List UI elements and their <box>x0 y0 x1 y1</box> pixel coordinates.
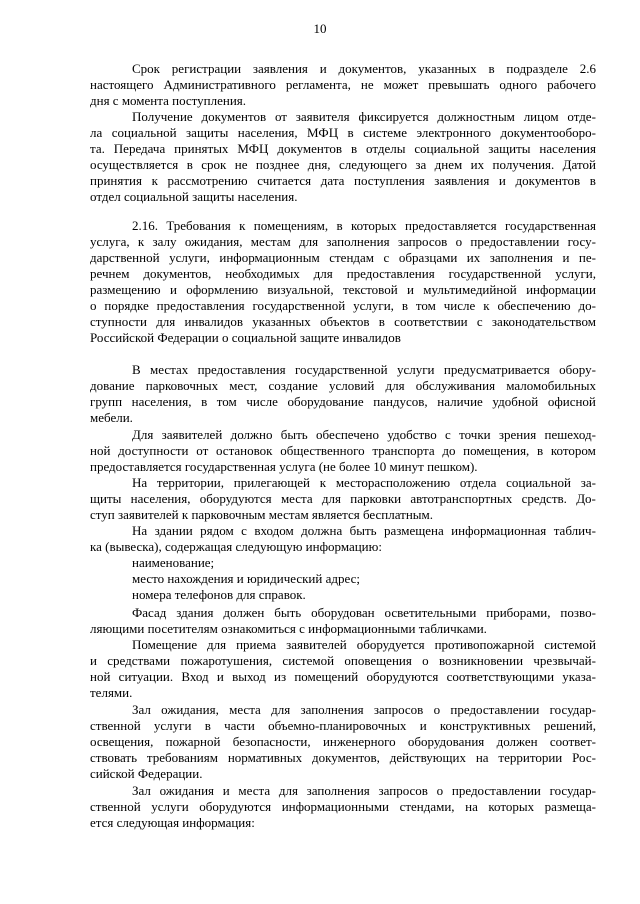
text-line: ступ заявителей к парковочным местам является бесплатным. <box>90 507 433 522</box>
para-waiting-room-requirements <box>90 702 596 782</box>
text-line: ла социальной защиты населения, МФЦ в системе электронного документооборо- <box>90 125 596 140</box>
para-parking-places <box>90 475 596 523</box>
text-line: предоставляется государственная услуга (не более 10 минут пешком). <box>90 459 478 474</box>
text-line: В местах предоставления государственной услуги предусматривается обору- <box>132 362 596 377</box>
text-line: телями. <box>90 685 133 700</box>
text-line: освещения, пожарной безопасности, инженерного оборудования должен соответ- <box>90 734 596 749</box>
text-line: место нахождения и юридический адрес; <box>132 571 360 586</box>
text-line: ется следующая информация: <box>90 815 255 830</box>
text-line: дня с момента поступления. <box>90 93 247 108</box>
text-line: ляющими посетителям ознакомиться с информационными табличками. <box>90 621 487 636</box>
text-line: ственной услуги в части объемно-планировочных и конструктивных решений, <box>90 718 596 733</box>
para-facade-lighting <box>90 605 596 637</box>
text-line: размещению и оформлению визуальной, текстовой и мультимедийной информации <box>90 282 596 297</box>
para-information-sign <box>90 523 596 603</box>
text-line: и средствами пожаротушения, системой оповещения о возникновении чрезвычай- <box>90 653 596 668</box>
text-line: настоящего Административного регламента, не может превышать одного рабочего <box>90 77 596 92</box>
para-document-receipt <box>90 109 596 205</box>
para-section-2-16 <box>90 218 596 346</box>
text-line: ной ситуации. Вход и выход из помещений оборудуются соответствующими указа- <box>90 669 596 684</box>
text-line: Зал ожидания и места для заполнения запросов о предоставлении государ- <box>132 783 596 798</box>
text-line: дование парковочных мест, создание условий для обслуживания маломобильных <box>90 378 596 393</box>
text-line: групп населения, в том числе оборудование пандусов, наличие удобной офисной <box>90 394 596 409</box>
text-line: ной доступности от остановок общественного транспорта до помещения, в котором <box>90 443 596 458</box>
text-line: услуга, к залу ожидания, местам для заполнения запросов о предоставлении госу- <box>90 234 596 249</box>
text-line: Для заявителей должно быть обеспечено удобство с точки зрения пешеход- <box>132 427 596 442</box>
para-pedestrian-access <box>90 427 596 475</box>
para-fire-safety <box>90 637 596 701</box>
text-line: отдел социальной защиты населения. <box>90 189 298 204</box>
text-line: ствовать требованиям нормативных документов, действующих на территории Рос- <box>90 750 596 765</box>
text-line: Фасад здания должен быть оборудован осветительными приборами, позво- <box>132 605 596 620</box>
text-line: наименование; <box>132 555 215 570</box>
text-line: ка (вывеска), содержащая следующую информацию: <box>90 539 382 554</box>
text-line: На территории, прилегающей к месторасположению отдела социальной за- <box>132 475 596 490</box>
text-line: принятия к рассмотрению считается дата поступления заявления и документов в <box>90 173 596 188</box>
text-line: номера телефонов для справок. <box>132 587 306 602</box>
text-line: ственной услуги оборудуются информационными стендами, на которых размеща- <box>90 799 596 814</box>
text-line: 2.16. Требования к помещениям, в которых предоставляется государственная <box>132 218 596 233</box>
para-registration-deadline <box>90 61 596 109</box>
text-line: о порядке предоставления государственной услуги, в том числе к обеспечению до- <box>90 298 596 313</box>
text-line: щиты населения, оборудуются места для парковки автотранспортных средств. До- <box>90 491 596 506</box>
text-line: ступности для инвалидов указанных объектов в соответствии с законодательством <box>90 314 596 329</box>
text-line: Российской Федерации о социальной защите инвалидов <box>90 330 401 345</box>
text-line: Зал ожидания, места для заполнения запросов о предоставлении государ- <box>132 702 596 717</box>
para-information-stands <box>90 783 596 831</box>
text-line: Срок регистрации заявления и документов, указанных в подразделе 2.6 <box>132 61 596 76</box>
text-line: Помещение для приема заявителей оборудуется противопожарной системой <box>132 637 596 652</box>
page-number: 10 <box>313 21 327 36</box>
text-line: На здании рядом с входом должна быть размещена информационная таблич- <box>132 523 596 538</box>
text-line: Получение документов от заявителя фиксируется должностным лицом отде- <box>132 109 596 124</box>
text-line: сийской Федерации. <box>90 766 203 781</box>
para-parking-equipment <box>90 362 596 426</box>
text-line: речнем документов, необходимых для предоставления государственной услуги, <box>90 266 596 281</box>
text-line: дарственной услуги, информационным стендам с образцами их заполнения и пе- <box>90 250 596 265</box>
text-line: та. Передача принятых МФЦ документов в отделы социальной защиты населения <box>90 141 596 156</box>
text-line: осуществляется в срок не позднее дня, следующего за днем их получения. Датой <box>90 157 596 172</box>
text-line: мебели. <box>90 410 133 425</box>
